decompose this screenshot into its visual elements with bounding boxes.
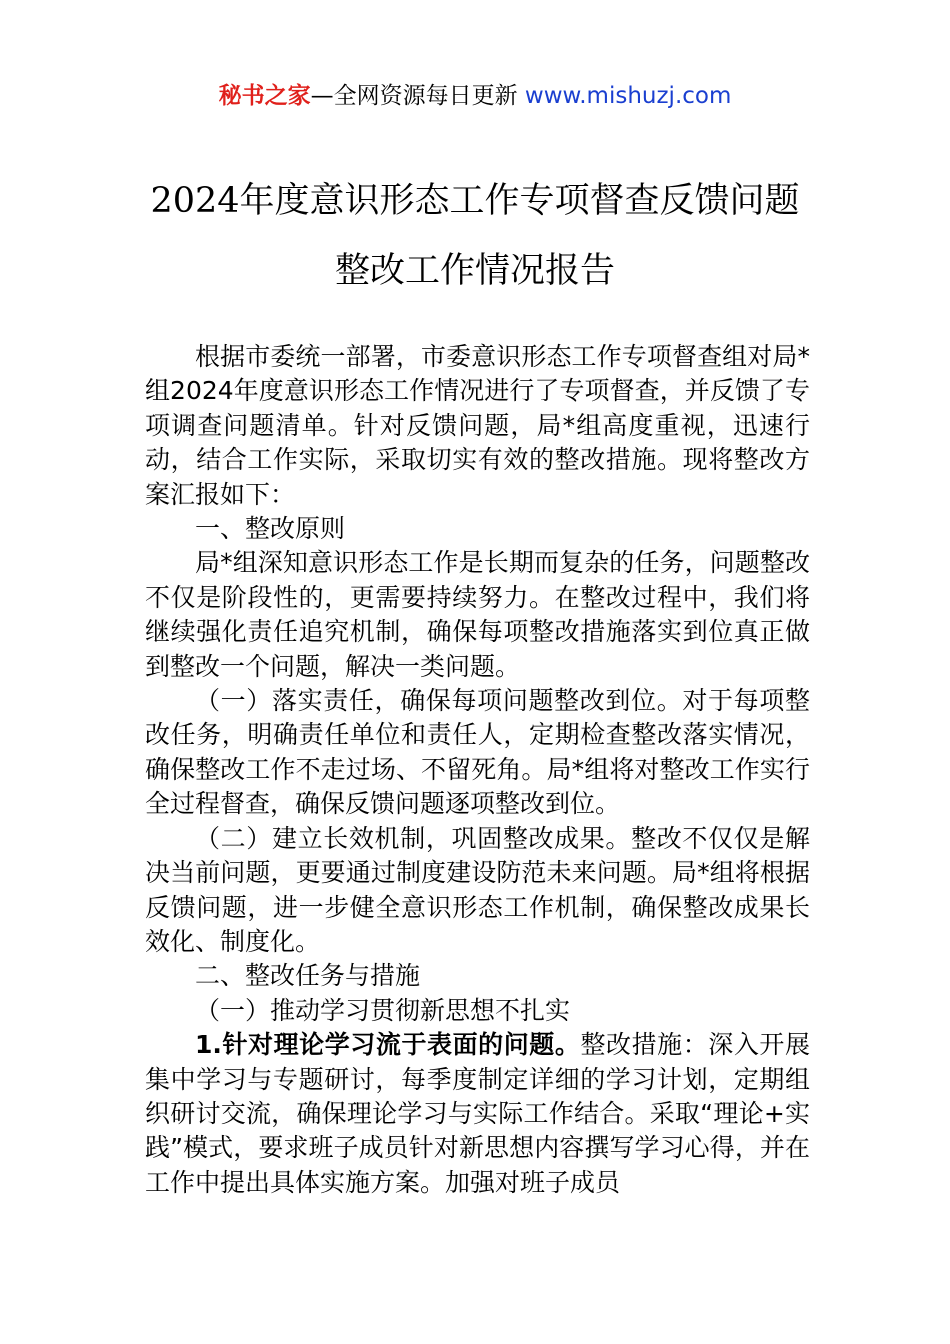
measure-1-text: 整改措施：深入开展集中学习与专题研讨，每季度制定详细的学习计划，定期组织研讨交流，确保理论学习与实际工作结合。采取“理论+实践”模式，要求班子成员针对新思想内容撰写学习心得，并在工作中提出具体实施方案。加强对班子成员 bbox=[145, 1030, 810, 1197]
principle-mechanism-paragraph: （二）建立长效机制，巩固整改成果。整改不仅仅是解决当前问题，更要通过制度建设防范未来问题。局*组将根据反馈问题，进一步健全意识形态工作机制，确保整改成果长效化、制度化。 bbox=[145, 823, 810, 956]
subsection-heading-study: （一）推动学习贯彻新思想不扎实 bbox=[195, 995, 571, 1025]
section-heading-principles: 一、整改原则 bbox=[195, 514, 346, 544]
site-tagline: —全网资源每日更新 bbox=[310, 83, 518, 109]
site-name: 秘书之家 bbox=[218, 83, 311, 109]
document-title-line-2: 整改工作情况报告 bbox=[334, 251, 615, 291]
document-body bbox=[145, 340, 810, 1200]
measure-paragraph-1 bbox=[145, 1028, 810, 1200]
site-url-link[interactable]: www.mishuzj.com bbox=[524, 83, 732, 109]
site-header bbox=[0, 80, 950, 112]
document-title-line-1: 2024年度意识形态工作专项督查反馈问题 bbox=[150, 181, 800, 221]
principle-responsibility-paragraph: （一）落实责任，确保每项问题整改到位。对于每项整改任务，明确责任单位和责任人，定期检查整改落实情况，确保整改工作不走过场、不留死角。局*组将对整改工作实行全过程督查，确保反馈问题逐项整改到位。 bbox=[145, 686, 810, 819]
measure-1-heading: 1.针对理论学习流于表面的问题。 bbox=[195, 1030, 581, 1060]
intro-paragraph: 根据市委统一部署，市委意识形态工作专项督查组对局*组2024年度意识形态工作情况进行了专项督查，并反馈了专项调查问题清单。针对反馈问题，局*组高度重视，迅速行动，结合工作实际，采取切实有效的整改措施。现将整改方案汇报如下： bbox=[145, 342, 810, 509]
principles-paragraph: 局*组深知意识形态工作是长期而复杂的任务，问题整改不仅是阶段性的，更需要持续努力。在整改过程中，我们将继续强化责任追究机制，确保每项整改措施落实到位真正做到整改一个问题，解决一类问题。 bbox=[145, 548, 810, 681]
section-heading-tasks: 二、整改任务与措施 bbox=[195, 961, 421, 991]
